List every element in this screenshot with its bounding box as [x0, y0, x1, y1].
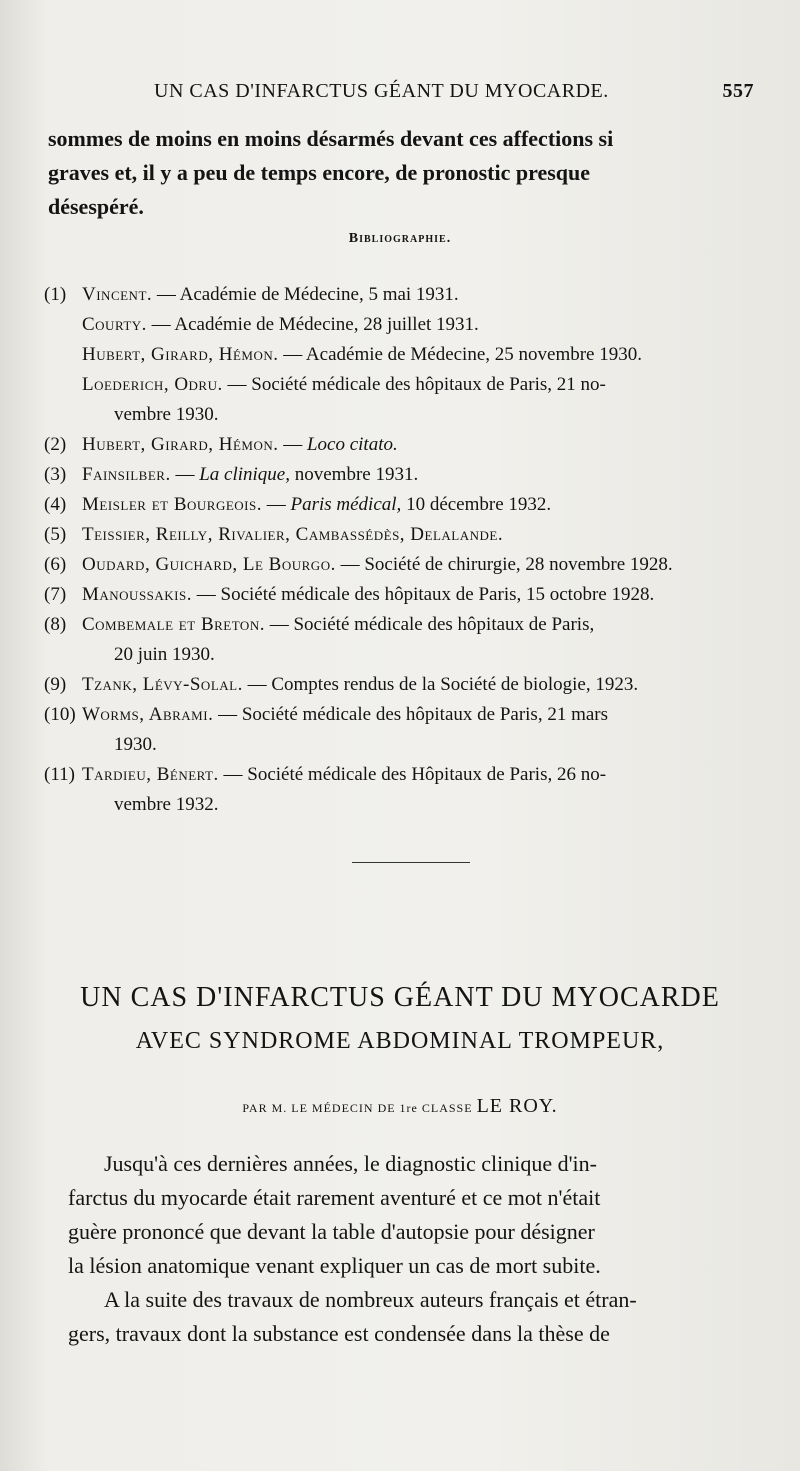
reference-authors: Courty.: [82, 314, 147, 335]
article-subtitle: AVEC SYNDROME ABDOMINAL TROMPEUR,: [135, 1028, 665, 1054]
bibliography-entry: [44, 610, 766, 670]
reference-line: [82, 370, 766, 400]
reference-source: — Société médicale des Hôpitaux de Paris, 26 no-: [218, 764, 607, 785]
section-divider: [352, 862, 470, 863]
reference-source: — Académie de Médecine, 25 novembre 1930.: [278, 344, 642, 365]
reference-line: [82, 760, 766, 790]
reference-authors: Meisler et Bourgeois.: [82, 494, 262, 515]
bibliography-entry: [44, 460, 766, 490]
bibliography-entry: [44, 700, 766, 760]
reference-source: — Académie de Médecine, 5 mai 1931.: [152, 284, 459, 305]
reference-number: (4): [44, 494, 67, 515]
reference-authors: Manoussakis.: [82, 584, 192, 605]
byline-author: LE ROY.: [476, 1095, 558, 1117]
reference-number: (11): [44, 764, 75, 785]
reference-line: [82, 580, 766, 610]
bibliography-heading: Bibliographie.: [348, 231, 452, 246]
reference-source: — Société de chirurgie, 28 novembre 1928.: [335, 554, 673, 575]
running-head: [48, 80, 754, 108]
bibliography-entry: [44, 430, 766, 460]
reference-number: (6): [44, 554, 67, 575]
reference-number: (10): [44, 704, 76, 725]
body-line: farctus du myocarde était rarement aventuré et ce mot n'était: [68, 1185, 601, 1210]
body-line: gers, travaux dont la substance est condensée dans la thèse de: [68, 1321, 610, 1346]
article-byline: [0, 1095, 800, 1118]
reference-number: (9): [44, 674, 67, 695]
running-head-title: UN CAS D'INFARCTUS GÉANT DU MYOCARDE.: [154, 80, 609, 102]
reference-line: [82, 520, 766, 550]
intro-line: graves et, il y a peu de temps encore, de pronostic presque: [48, 160, 591, 185]
bibliography-entry: [44, 280, 766, 430]
reference-source: vembre 1930.: [114, 404, 219, 425]
reference-line: [82, 730, 766, 760]
intro-paragraph: [48, 122, 754, 224]
reference-number: (8): [44, 614, 67, 635]
reference-line: [82, 490, 766, 520]
reference-source: — Société médicale des hôpitaux de Paris, 21 no-: [222, 374, 606, 395]
reference-line: [82, 550, 766, 580]
reference-journal: Paris médical,: [290, 494, 402, 515]
reference-source: vembre 1932.: [114, 794, 219, 815]
reference-number: (5): [44, 524, 67, 545]
reference-authors: Fainsilber.: [82, 464, 171, 485]
reference-line: [82, 430, 766, 460]
reference-authors: Tardieu, Bénert.: [82, 764, 219, 785]
reference-authors: Vincent.: [82, 284, 153, 305]
reference-line: [82, 700, 766, 730]
reference-line: [82, 670, 766, 700]
bibliography-entry: [44, 670, 766, 700]
reference-source: 20 juin 1930.: [114, 644, 215, 665]
reference-source: — Loco citato.: [278, 434, 398, 455]
body-line: A la suite des travaux de nombreux auteurs français et étran-: [104, 1287, 637, 1312]
reference-authors: Worms, Abrami.: [82, 704, 214, 725]
reference-line: [82, 790, 766, 820]
reference-source: — Paris médical, 10 décembre 1932.: [261, 494, 552, 515]
reference-number: (2): [44, 434, 67, 455]
reference-number: (1): [44, 284, 67, 305]
bibliography-entry: [44, 760, 766, 820]
body-line: Jusqu'à ces dernières années, le diagnostic clinique d'in-: [104, 1151, 597, 1176]
reference-source: 1930.: [114, 734, 157, 755]
article-title: UN CAS D'INFARCTUS GÉANT DU MYOCARDE: [80, 982, 720, 1013]
bibliography-entry: [44, 520, 766, 550]
byline-prefix: PAR M. LE MÉDECIN DE 1re CLASSE: [242, 1101, 473, 1115]
reference-authors: Combemale et Breton.: [82, 614, 265, 635]
reference-source: — Société médicale des hôpitaux de Paris, 21 mars: [213, 704, 609, 725]
reference-line: [82, 400, 766, 430]
reference-source: — Comptes rendus de la Société de biologie, 1923.: [242, 674, 639, 695]
intro-line: désespéré.: [48, 194, 144, 219]
reference-authors: Tzank, Lévy-Solal.: [82, 674, 243, 695]
intro-line: sommes de moins en moins désarmés devant ces affections si: [48, 126, 614, 151]
reference-line: [82, 340, 766, 370]
bibliography-entry: [44, 580, 766, 610]
reference-authors: Teissier, Reilly, Rivalier, Cambassédès, Delalande.: [82, 524, 504, 545]
reference-journal: La clinique,: [199, 464, 290, 485]
reference-line: [82, 280, 766, 310]
reference-source: — Société médicale des hôpitaux de Paris, 15 octobre 1928.: [192, 584, 655, 605]
reference-journal: Loco citato.: [306, 434, 398, 455]
bibliography-entry: [44, 490, 766, 520]
reference-source: — Académie de Médecine, 28 juillet 1931.: [146, 314, 479, 335]
reference-number: (3): [44, 464, 67, 485]
reference-authors: Loederich, Odru.: [82, 374, 223, 395]
reference-source: — La clinique, novembre 1931.: [170, 464, 419, 485]
reference-source: — Société médicale des hôpitaux de Paris,: [264, 614, 595, 635]
reference-authors: Hubert, Girard, Hémon.: [82, 434, 279, 455]
reference-line: [82, 610, 766, 640]
article-body: [68, 1147, 768, 1351]
reference-authors: Hubert, Girard, Hémon.: [82, 344, 279, 365]
reference-line: [82, 310, 766, 340]
body-line: guère prononcé que devant la table d'autopsie pour désigner: [68, 1219, 595, 1244]
bibliography-list: [44, 280, 766, 820]
body-line: la lésion anatomique venant expliquer un cas de mort subite.: [68, 1253, 601, 1278]
reference-line: [82, 460, 766, 490]
reference-line: [82, 640, 766, 670]
bibliography-entry: [44, 550, 766, 580]
page-number: 557: [722, 80, 754, 102]
reference-number: (7): [44, 584, 67, 605]
reference-authors: Oudard, Guichard, Le Bourgo.: [82, 554, 336, 575]
